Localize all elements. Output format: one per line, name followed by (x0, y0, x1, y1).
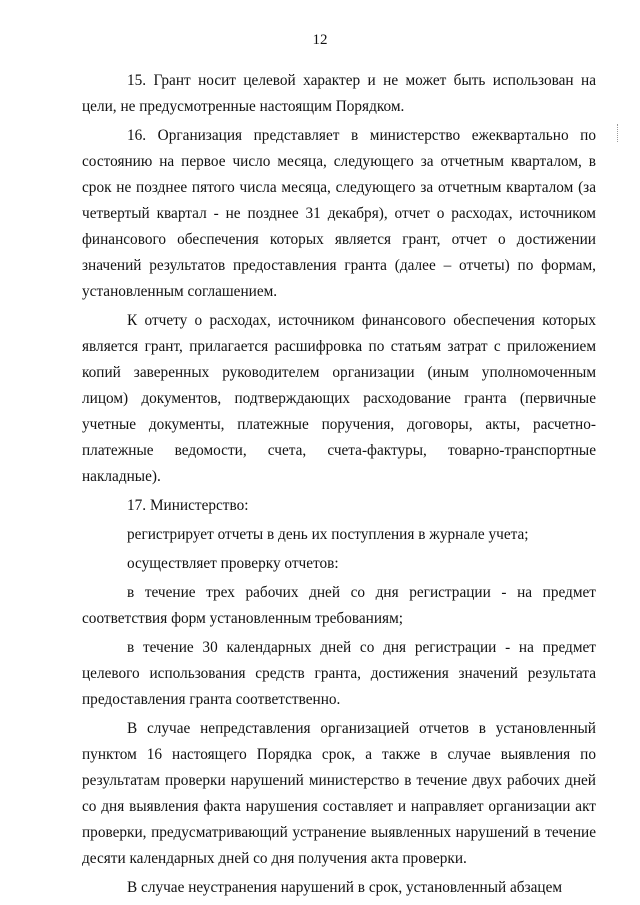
paragraph-non-remedy: В случае неустранения нарушений в срок, установленный абзацем (127, 879, 563, 896)
page-number: 12 (312, 32, 328, 48)
paragraph-15: 15. Грант носит целевой характер и не может быть использован на цели, не предусмотренные настоящим Порядком. (82, 72, 596, 115)
paragraph-17-thirty-days: в течение 30 календарных дней со дня регистрации - на предмет целевого использования средств гранта, достижения значений результата предоставления гранта соответственно. (82, 639, 596, 708)
paragraph-16: 16. Организация представляет в министерство ежеквартально по состоянию на первое число месяца, следующего за отчетным кварталом, в срок не позднее пятого числа месяца, следующего за отчетным кварталом (за четвертый квартал - не позднее 31 декабря), отчет о расходах, источником финансового обеспечения которых является грант, отчет о достижении значений результатов предоставления гранта (далее – отчеты) по формам, установленным соглашением. (82, 127, 596, 300)
document-body (82, 68, 596, 904)
paragraph-17-verifies: осуществляет проверку отчетов: (127, 555, 339, 572)
paragraph-17-registers: регистрирует отчеты в день их поступления в журнале учета; (127, 526, 529, 543)
paragraph-17-three-days: в течение трех рабочих дней со дня регистрации - на предмет соответствия форм установленным требованиям; (82, 584, 596, 627)
paragraph-17-heading: 17. Министерство: (127, 497, 249, 514)
paragraph-violations: В случае непредставления организацией отчетов в установленный пунктом 16 настоящего Порядка срок, а также в случае выявления по результатам проверки нарушений министерство в течение двух рабочих дней со дня выявления факта нарушения составляет и направляет организации акт проверки, предусматривающий устранение выявленных нарушений в течение десяти календарных дней со дня получения акта проверки. (82, 720, 596, 867)
margin-mark (617, 124, 620, 142)
paragraph-16-report-attachment: К отчету о расходах, источником финансового обеспечения которых является грант, прилагается расшифровка по статьям затрат с приложением копий заверенных руководителем организации (иным уполномоченным лицом) документов, подтверждающих расходование гранта (первичные учетные документы, платежные поручения, договоры, акты, расчетно-платежные ведомости, счета, счета-фактуры, товарно-транспортные накладные). (82, 312, 596, 485)
